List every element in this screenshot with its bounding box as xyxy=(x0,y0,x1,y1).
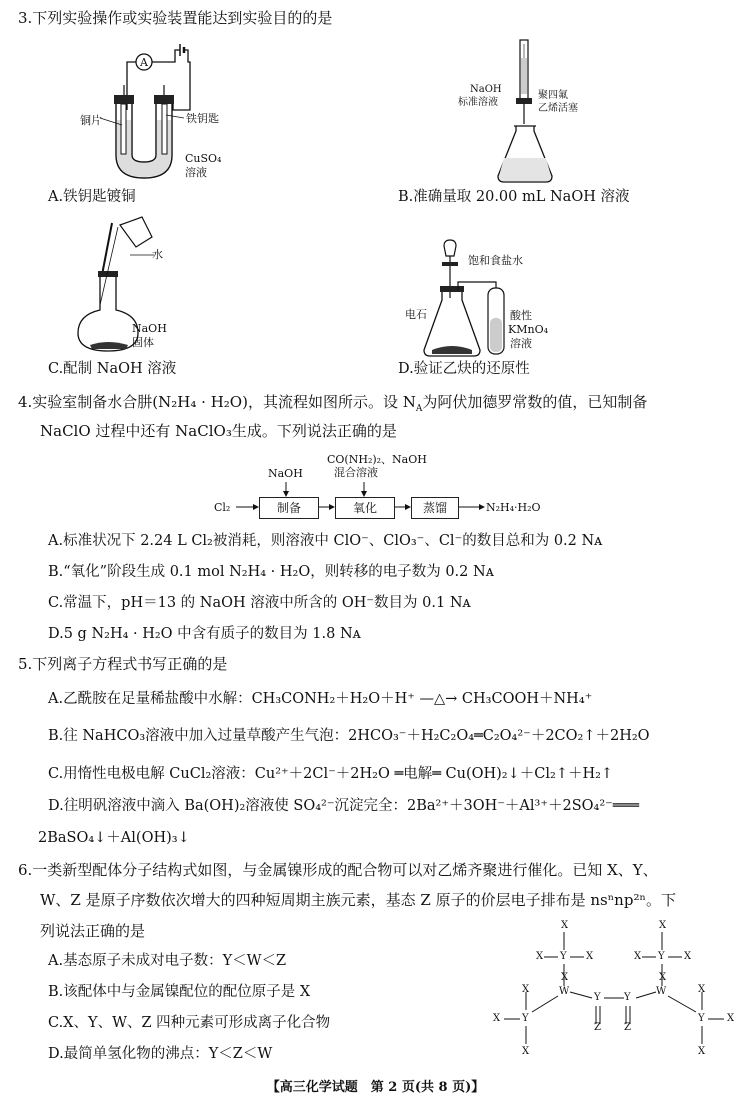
ptfe-label-2: 乙烯活塞 xyxy=(538,103,578,114)
brine-label: 饱和食盐水 xyxy=(468,254,523,267)
q6-stem-line2: W、Z 是原子序数依次增大的四种短周期主族元素，基态 Z 原子的价层电子排布是 nsⁿnp²ⁿ。下 xyxy=(40,891,676,909)
option-5d-line2: 2BaSO₄↓＋Al(OH)₃↓ xyxy=(38,830,190,846)
atom-w: W xyxy=(656,986,667,997)
key-label: 铁钥匙 xyxy=(186,112,219,125)
cuso4-label: CuSO₄ xyxy=(185,152,222,165)
atom-z: Z xyxy=(594,1022,601,1033)
option-3c: C.配制 NaOH 溶液 xyxy=(48,361,177,377)
atom-x: X xyxy=(522,1046,530,1057)
atom-x: X xyxy=(536,951,544,962)
ptfe-label-1: 聚四氟 xyxy=(538,90,568,101)
atom-x: X xyxy=(659,920,667,931)
flow-naoh: NaOH xyxy=(268,467,303,480)
option-6d: D.最简单氢化物的沸点：Y＜Z＜W xyxy=(48,1046,273,1062)
atom-x: X xyxy=(698,984,706,995)
atom-x: X xyxy=(634,951,642,962)
atom-x: X xyxy=(561,920,569,931)
std-solution-label: 标准溶液 xyxy=(458,97,498,108)
flow-step-distill: 蒸馏 xyxy=(411,497,459,519)
naoh-label-b: NaOH xyxy=(470,84,502,95)
option-6c: C.X、Y、W、Z 四种元素可形成离子化合物 xyxy=(48,1015,331,1031)
atom-y: Y xyxy=(522,1013,529,1024)
atom-y: Y xyxy=(560,951,567,962)
flow-mix-2: 混合溶液 xyxy=(334,466,378,479)
atom-x: X xyxy=(684,951,692,962)
option-3d: D.验证乙炔的还原性 xyxy=(398,361,530,377)
carbide-label: 电石 xyxy=(405,308,427,321)
atom-x: X xyxy=(659,972,667,983)
atom-x: X xyxy=(698,1046,706,1057)
kmno4-label: KMnO₄ xyxy=(508,323,548,336)
option-6a: A.基态原子未成对电子数：Y＜W＜Z xyxy=(48,953,287,969)
option-4c: C.常温下，pH＝13 的 NaOH 溶液中所含的 OH⁻数目为 0.1 Nᴀ xyxy=(48,595,471,611)
option-3a: A.铁钥匙镀铜 xyxy=(48,189,136,205)
option-5a: A.乙酰胺在足量稀盐酸中水解：CH₃CONH₂＋H₂O＋H⁺ —△→ CH₃COOH＋NH₄⁺ xyxy=(48,691,593,707)
atom-x: X xyxy=(493,1013,501,1024)
atom-y: Y xyxy=(594,992,601,1003)
atom-y: Y xyxy=(698,1013,705,1024)
option-5c: C.用惰性电极电解 CuCl₂溶液：Cu²⁺＋2Cl⁻＋2H₂O ═电解═ Cu(OH)₂↓＋Cl₂↑＋H₂↑ xyxy=(48,766,614,782)
naoh-label-c: NaOH xyxy=(132,322,167,335)
flow-product: N₂H₄·H₂O xyxy=(486,501,541,514)
option-3b: B.准确量取 20.00 mL NaOH 溶液 xyxy=(398,189,630,205)
ammeter-label: A xyxy=(140,56,148,69)
atom-y: Y xyxy=(624,992,631,1003)
flow-mix-1: CO(NH₂)₂、NaOH xyxy=(327,453,427,466)
copper-label: 铜片 xyxy=(80,114,102,127)
atom-w: W xyxy=(559,986,570,997)
option-4d: D.5 g N₂H₄ · H₂O 中含有质子的数目为 1.8 Nᴀ xyxy=(48,626,361,642)
water-label: 水 xyxy=(152,248,163,261)
atom-y: Y xyxy=(658,951,665,962)
acidic-label: 酸性 xyxy=(510,309,532,322)
q5-stem: 5.下列离子方程式书写正确的是 xyxy=(18,655,228,673)
q6-stem-line3: 列说法正确的是 xyxy=(40,922,146,940)
flow-step-oxidize: 氧化 xyxy=(335,497,395,519)
q4-stem-line2: NaClO 过程中还有 NaClO₃生成。下列说法正确的是 xyxy=(40,422,397,440)
flow-input: Cl₂ xyxy=(214,501,231,514)
page-footer: 【高三化学试题 第 2 页(共 8 页)】 xyxy=(266,1080,485,1095)
atom-x: X xyxy=(586,951,594,962)
kmno4-solution-label: 溶液 xyxy=(510,337,532,350)
atom-x: X xyxy=(522,984,530,995)
option-6b: B.该配体中与金属镍配位的配位原子是 X xyxy=(48,984,311,1000)
option-4b: B.“氧化”阶段生成 0.1 mol N₂H₄ · H₂O，则转移的电子数为 0.2 Nᴀ xyxy=(48,564,494,580)
option-5d-line1: D.往明矾溶液中滴入 Ba(OH)₂溶液使 SO₄²⁻沉淀完全：2Ba²⁺＋3OH⁻＋Al³⁺＋2SO₄²⁻═══ xyxy=(48,798,639,814)
option-5b: B.往 NaHCO₃溶液中加入过量草酸产生气泡：2HCO₃⁻＋H₂C₂O₄═C₂O₄²⁻＋2CO₂↑＋2H₂O xyxy=(48,728,650,744)
q6-stem-line1: 6.一类新型配体分子结构式如图，与金属镍形成的配合物可以对乙烯齐聚进行催化。已知 X、Y、 xyxy=(18,861,658,879)
q3-stem: 3.下列实验操作或实验装置能达到实验目的的是 xyxy=(18,9,333,27)
cuso4-solution-label: 溶液 xyxy=(185,166,207,179)
option-4a: A.标准状况下 2.24 L Cl₂被消耗，则溶液中 ClO⁻、ClO₃⁻、Cl⁻的数目总和为 0.2 Nᴀ xyxy=(48,533,603,549)
flow-step-prepare: 制备 xyxy=(259,497,319,519)
atom-x: X xyxy=(727,1013,735,1024)
atom-z: Z xyxy=(624,1022,631,1033)
q4-stem-line1: 4.实验室制备水合肼(N₂H₄ · H₂O)，其流程如图所示。设 $N_A$为阿伏加德罗常数的值，已知制备 xyxy=(18,393,648,414)
solid-label: 固体 xyxy=(132,336,154,349)
atom-x: X xyxy=(561,972,569,983)
